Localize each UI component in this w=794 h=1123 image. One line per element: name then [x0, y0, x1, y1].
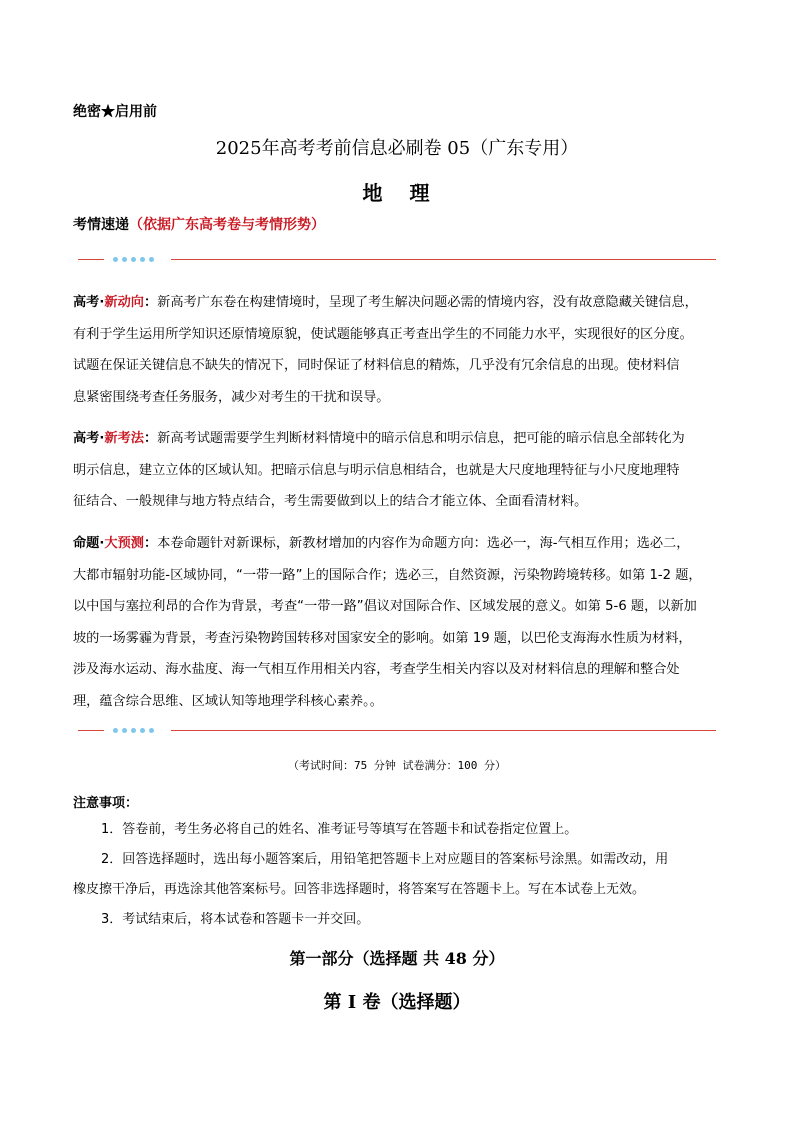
subject-title: 地 理: [362, 181, 440, 205]
kaoqing-basis: （依据广东高考卷与考情形势）: [129, 217, 325, 233]
section-divider-bottom: [78, 727, 716, 735]
volume-one-heading: 第 I 卷（选择题）: [323, 992, 471, 1013]
part-one-heading: 第一部分（选择题 共 48 分）: [289, 949, 505, 968]
notice-heading: 注意事项：: [73, 796, 139, 811]
exam-time-info: （考试时间：75 分钟 试卷满分：100 分）: [288, 759, 506, 772]
kaoqing-label: 考情速递: [73, 217, 129, 233]
notice-item: 1．答卷前，考生务必将自己的姓名、准考证号等填写在答题卡和试卷指定位置上。: [101, 822, 578, 837]
notice-item: 橡皮擦干净后，再选涂其他答案标号。回答非选择题时，将答案写在答题卡上。写在本试卷上无效。: [73, 882, 646, 897]
paragraph-new-trend: 高考·新动向：新高考广东卷在构建情境时，呈现了考生解决问题必需的情境内容，没有故意隐藏关键信息， 有利于学生运用所学知识还原情境原貌，使试题能够真正考查出学生的不同能力水平，实现很好的区分度。 试题在保证关键信息不缺失的情况下，同时保证了材料信息的精炼，几乎没有冗余信息的出现。使材料信 息紧密围绕考查任务服务，减少对考生的干扰和误导。: [73, 295, 698, 405]
paragraph-new-method: 高考·新考法：新高考试题需要学生判断材料情境中的暗示信息和明示信息，把可能的暗示信息全部转化为 明示信息，建立立体的区域认知。把暗示信息与明示信息相结合，也就是大尺度地理特征与小尺度地理特 征结合、一般规律与地方特点结合，考生需要做到以上的结合才能立体、全面看清材料。: [73, 431, 685, 509]
paragraph-prediction: 命题·大预测：本卷命题针对新课标，新教材增加的内容作为命题方向：选必一，海-气相互作用；选必二， 大都市辐射功能-区域协同，“一带一路”上的国际合作；选必三，自然资源，污染物跨境转移。如第 1-2 题， 以中国与塞拉利昂的合作为背景，考查“一带一路”倡议对国际合作、区域发展的意义。如第 5-6 题，以新加 坡的一场雾霾为背景，考查污染物跨国转移对国家安全的影响。如第 19 题，以巴伦支海海水性质为材料， 涉及海水运动、海水盐度、海一气相互作用相关内容，考查学生相关内容以及对材料信息的理解和整合处 理，蕴含综合思维、区域认知等地理学科核心素养。。: [73, 536, 702, 709]
section-divider-top: [78, 256, 716, 264]
confidential-mark: 绝密★启用前: [73, 104, 157, 120]
kaoqing-heading: [73, 214, 325, 234]
notice-item: 3．考试结束后，将本试卷和答题卡一并交回。: [101, 912, 370, 927]
notice-item: 2．回答选择题时，选出每小题答案后，用铅笔把答题卡上对应题目的答案标号涂黑。如需改动，用: [101, 852, 669, 867]
notice-list: [73, 815, 723, 935]
page-title: 2025年高考考前信息必刷卷 05（广东专用）: [215, 138, 579, 159]
